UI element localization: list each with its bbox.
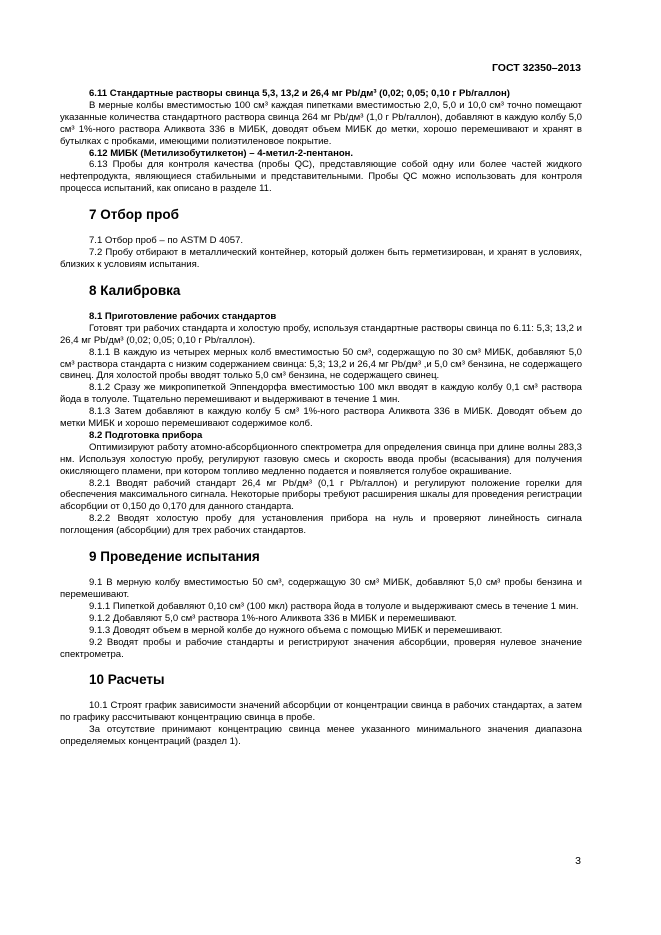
clause-8-2-1: 8.2.1 Вводят рабочий стандарт 26,4 мг Pb/дм³ (0,1 г Pb/галлон) и регулируют положение горелки для обеспечения максимального сигнала. Некоторые приборы требуют расширения шкалы для проведения регистрации абсорбции от 0,150 до 0,170 для данного стандарта. [60,477,582,513]
section-heading-7: 7 Отбор проб [89,207,179,223]
clause-8-1-title: 8.1 Приготовление рабочих стандартов [89,310,277,322]
clause-9-2: 9.2 Вводят пробы и рабочие стандарты и регистрируют значения абсорбции, проверяя нулевое значение спектрометра. [60,636,582,660]
section-heading-9: 9 Проведение испытания [89,549,260,565]
clause-7-2: 7.2 Пробу отбирают в металлический контейнер, который должен быть герметизирован, и хранят в условиях, близких к условиям испытания. [60,247,582,270]
section-heading-8: 8 Калибровка [89,282,181,298]
clause-8-1-1: 8.1.1 В каждую из четырех мерных колб вместимостью 50 см³, содержащую по 30 см³ МИБК, добавляют 5,0 см³ раствора стандарта с низким содержанием свинца: 5,3; 13,2 и 26,4 мг Pb/дм³ ,и 5,0 см³ бензина, не содержащего свинец. Для холостой пробы вводят только 5,0 см³ бензина, не содержащего свинец. [60,346,582,382]
page-number: 3 [575,855,581,867]
clause-6-11-text: В мерные колбы вместимостью 100 см³ каждая пипетками вместимостью 2,0, 5,0 и 10,0 см³ точно помещают указанные количества стандартного раствора свинца 264 мг Pb/дм³ (1,0 г Pb/галлон), добавляют в каждую колбу 5,0 см³ 1%-ного раствора Аликвота 336 в МИБК, доводят объем МИБК до метки, хорошо перемешивают и хранят в бутылках с пробками, имеющими полиэтиленовое покрытие. [60,99,582,147]
clause-8-2-title: 8.2 Подготовка прибора [89,429,203,441]
clause-7-1: 7.1 Отбор проб – по ASTM D 4057. [89,235,244,247]
clause-9-1: 9.1 В мерную колбу вместимостью 50 см³, содержащую 30 см³ МИБК, добавляют 5,0 см³ пробы бензина и перемешивают. [60,577,582,600]
clause-8-1-text: Готовят три рабочих стандарта и холостую пробу, используя стандартные растворы свинца по 6.11: 5,3; 13,2 и 26,4 мг Pb/дм³ (0,02; 0,05; 0,10 г Pb/галлон). [60,322,582,346]
clause-6-13: 6.13 Пробы для контроля качества (пробы QC), представляющие собой одну или более частей жидкого нефтепродукта, являющиеся стабильными и представительными. Пробы QC можно использовать для контроля процесса испытаний, как описано в разделе 11. [60,159,582,195]
clause-8-2-2: 8.2.2 Вводят холостую пробу для установления прибора на нуль и проверяют линейность сигнала поглощения (абсорбции) для трех рабочих стандартов. [60,513,582,537]
clause-8-1-3: 8.1.3 Затем добавляют в каждую колбу 5 см³ 1%-ного раствора Аликвота 336 в МИБК. Доводят объем до метки МИБК и хорошо перемешивают содержимое колб. [60,406,582,430]
section-heading-10: 10 Расчеты [89,672,165,688]
document-body [60,88,582,748]
clause-8-1-2: 8.1.2 Сразу же микропипеткой Эппендорфа вместимостью 100 мкл вводят в каждую колбу 0,1 см³ раствора йода в толуоле. Тщательно перемешивают и выдерживают в течение 1 мин. [60,382,582,406]
clause-6-11-title: 6.11 Стандартные растворы свинца 5,3, 13,2 и 26,4 мг Pb/дм³ (0,02; 0,05; 0,10 г Pb/галлон) [89,88,510,99]
clause-6-12: 6.12 МИБК (Метилизобутилкетон) – 4-метил-2-пентанон. [89,147,354,159]
clause-10-1: 10.1 Строят график зависимости значений абсорбции от концентрации свинца в рабочих стандартах, а затем по графику рассчитывают концентрацию свинца в пробе. [60,700,582,724]
standard-header: ГОСТ 32350–2013 [491,62,581,74]
clause-9-1-3: 9.1.3 Доводят объем в мерной колбе до нужного объема с помощью МИБК и перемешивают. [89,624,503,636]
clause-10-note: За отсутствие принимают концентрацию свинца менее указанного минимального значения диапазона определяемых концентраций (раздел 1). [60,724,582,748]
clause-9-1-2: 9.1.2 Добавляют 5,0 см³ раствора 1%-ного Аликвота 336 в МИБК и перемешивают. [89,612,457,624]
clause-9-1-1: 9.1.1 Пипеткой добавляют 0,10 см³ (100 мкл) раствора йода в толуоле и выдерживают смесь в течение 1 мин. [89,600,579,612]
clause-8-2-text: Оптимизируют работу атомно-абсорбционного спектрометра для определения свинца при длине волны 283,3 нм. Используя холостую пробу, регулируют газовую смесь и скорость ввода пробы (всасывания) для получения окисляющего пламени, при котором топливо медленно подается и появляется голубое окрашивание. [60,441,582,477]
